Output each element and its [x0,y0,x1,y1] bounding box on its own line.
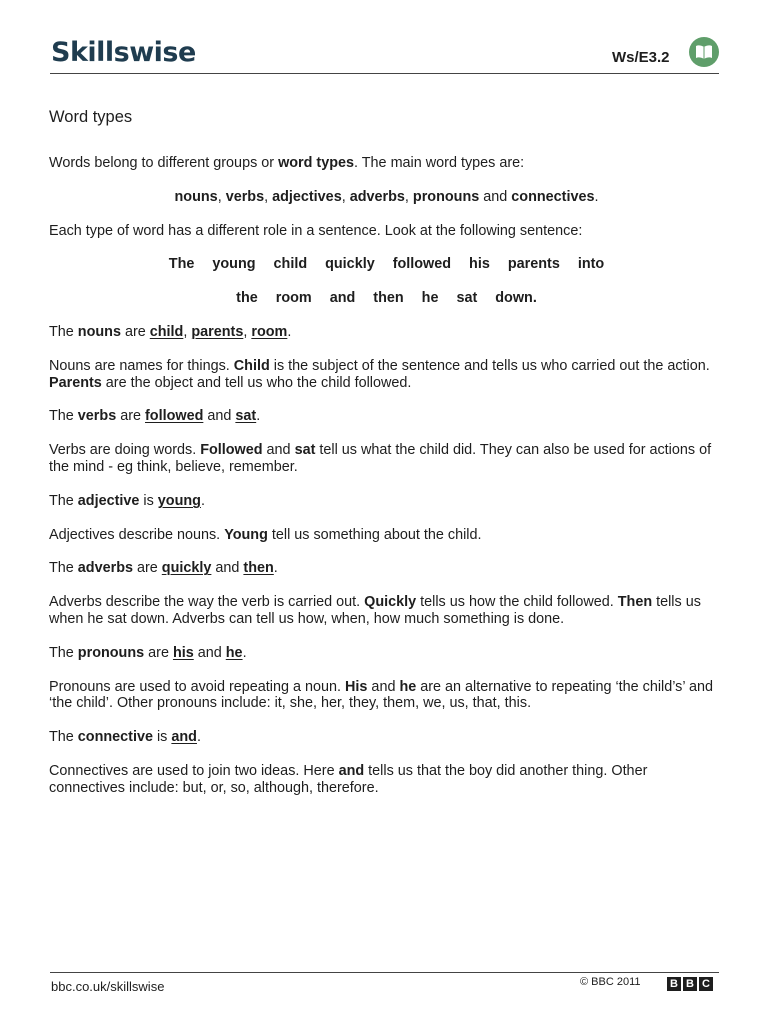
adjective-statement: The adjective is young. [49,492,205,509]
nouns-description: Nouns are names for things. Child is the subject of the sentence and tells us who carried out the action. Parents are the object and tell us who the child followed. [49,357,710,391]
skillswise-logo: Skillswise [51,37,196,68]
header-divider [50,73,719,74]
footer-url: bbc.co.uk/skillswise [51,979,165,994]
connective-statement: The connective is and. [49,729,201,746]
bbc-logo [667,977,713,991]
pronouns-description: Pronouns are used to avoid repeating a noun. His and he are an alternative to repeating ‘the child’s’ and ‘the child’. Other pronouns include: it, she, her, they, them, we, us, that, this. [49,678,714,712]
page-title: Word types [49,108,133,126]
word-types-list: nouns, verbs, adjectives, adverbs, pronouns and connectives. [174,188,599,205]
footer-copyright: © BBC 2011 [580,976,641,988]
example-sentence-line-1: The young child quickly followed his parents into [168,256,605,273]
verbs-statement: The verbs are followed and sat. [49,408,261,425]
open-book-icon [689,37,719,67]
verbs-description: Verbs are doing words. Followed and sat tell us what the child did. They can also be used for actions of the mind - eg think, believe, remember. [49,442,712,475]
example-sentence-line-2: the room and then he sat down. [236,290,537,307]
adverbs-description: Adverbs describe the way the verb is carried out. Quickly tells us how the child followed. Then tells us when he sat down. Adverbs can tell us how, when, how much something is done. [49,594,701,627]
adjective-description: Adjectives describe nouns. Young tell us something about the child. [49,526,482,543]
bbc-letter: B [667,977,681,991]
role-paragraph: Each type of word has a different role in a sentence. Look at the following sentence: [49,222,583,239]
intro-paragraph: Words belong to different groups or word types. The main word types are: [49,155,525,171]
bbc-letter: C [699,977,713,991]
adverbs-statement: The adverbs are quickly and then. [49,560,278,577]
worksheet-body [49,107,724,814]
pronouns-statement: The pronouns are his and he. [49,644,247,661]
worksheet-code: Ws/E3.2 [612,49,670,66]
connective-description: Connectives are used to join two ideas. Here and tells us that the boy did another thing. Other connectives include: but, or, so, although, therefore. [49,762,648,796]
footer-divider [50,972,719,973]
bbc-letter: B [683,977,697,991]
nouns-statement: The nouns are child, parents, room. [49,323,292,340]
